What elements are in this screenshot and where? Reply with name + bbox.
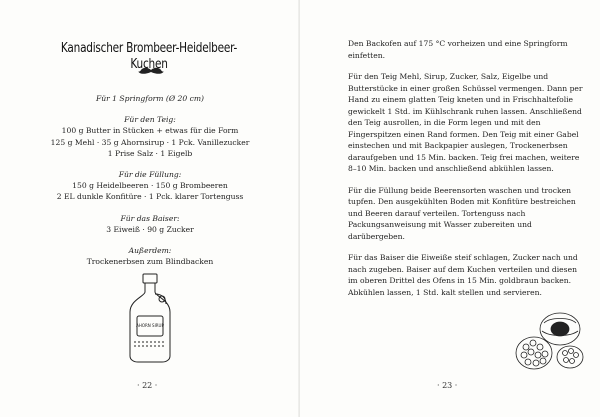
ingredient-line: 3 Eiweiß · 90 g Zucker (106, 224, 194, 234)
berries-illustration (508, 305, 594, 375)
section-heading: Für den Teig: (124, 115, 176, 125)
ingredient-line: 2 EL dunkle Konfitüre · 1 Pck. klarer Tortenguss (56, 192, 244, 202)
section-dough (20, 114, 280, 159)
instruction-paragraph: Für den Teig Mehl, Sirup, Zucker, Salz, Eigelbe und Butterstücke in einer großen Schüssel vermengen. Dann per Hand zu einem glatten Teig kneten und in Frischhaltefolie gewickelt 1 Std. im Kühlschrank ruhen lassen. Anschließend den Teig ausrollen, in die Form legen und mit den Fingerspitzen einen Rand formen. Den Teig mit einer Gabel einstechen und mit Backpapier auslegen, Trockenerbsen daraufgeben und 15 Min. backen. Teig frei machen, weitere 8–10 Min. backen und anschließend abkühlen lassen. (348, 72, 583, 173)
instruction-paragraph: Für die Füllung beide Beerensorten waschen und trocken tupfen. Den ausgekühlten Boden mit Konfitüre bestreichen und Beeren darauf verteilen. Tortenguss nach Packungsanweisung mit Wasser zubereiten und darübergeben. (348, 185, 576, 241)
section-filling (20, 169, 280, 203)
ingredient-line: 125 g Mehl · 35 g Ahornsirup · 1 Pck. Vanillezucker (50, 137, 250, 147)
instructions-block (348, 38, 586, 308)
right-page (300, 0, 600, 417)
page-number-right: · 23 · (437, 381, 458, 390)
syrup-jar-illustration (122, 272, 178, 364)
instruction-paragraph: Für das Baiser die Eiweiße steif schlagen, Zucker nach und nach zugeben. Baiser auf dem Kuchen verteilen und diesen im oberen Drittel des Ofens in 15 Min. goldbraun backen. Abkühlen lassen, 1 Std. kalt stellen und servieren. (348, 253, 578, 297)
jar-label: AHORN SIRUP (136, 323, 164, 328)
instruction-paragraph: Den Backofen auf 175 °C vorheizen und eine Springform einfetten. (348, 39, 568, 60)
ingredients-block (20, 93, 280, 267)
section-heading: Für das Baiser: (120, 213, 180, 223)
ingredient-line: 1 Prise Salz · 1 Eigelb (107, 148, 193, 158)
ingredient-line: 150 g Heidelbeeren · 150 g Brombeeren (72, 181, 228, 191)
section-heading: Außerdem: (128, 246, 172, 256)
page-number-left: · 22 · (137, 381, 158, 390)
yield-line: Für 1 Springform (Ø 20 cm) (95, 94, 205, 103)
section-meringue (20, 213, 280, 235)
mustache-icon (138, 66, 164, 76)
section-extra (20, 245, 280, 267)
section-heading: Für die Füllung: (118, 170, 182, 180)
recipe-title: Kanadischer Brombeer-Heidelbeer-Kuchen (60, 40, 238, 72)
ingredient-line: Trockenerbsen zum Blindbacken (86, 257, 214, 267)
ingredient-line: 100 g Butter in Stücken + etwas für die Form (61, 126, 239, 136)
